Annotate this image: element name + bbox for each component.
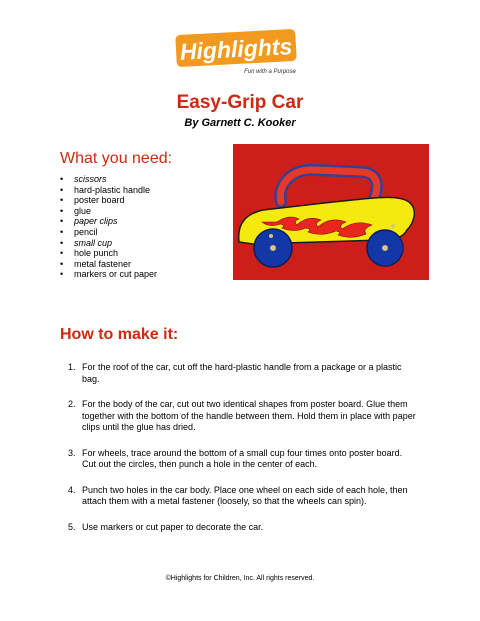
list-item: • paper clips	[60, 216, 157, 227]
step-text: For wheels, trace around the bottom of a small cup four times onto poster board. Cut out the circles, then punch a hole in the center of each.	[82, 447, 403, 469]
list-item	[68, 448, 418, 471]
list-item: • metal fastener	[60, 259, 157, 270]
step-number: 4.	[68, 484, 76, 495]
list-item: • small cup	[60, 238, 157, 249]
car-photo	[233, 144, 429, 280]
step-number: 1.	[68, 362, 76, 372]
author-byline: By Garnett C. Kooker	[184, 117, 296, 129]
page-title: Easy-Grip Car	[176, 92, 304, 113]
list-item: • poster board	[60, 195, 157, 206]
list-item: • markers or cut paper	[60, 269, 157, 280]
list-item: • scissors	[60, 174, 157, 185]
svg-text:Fun with a Purpose: Fun with a Purpose	[244, 69, 296, 75]
step-text: Punch two holes in the car body. Place one wheel on each side of each hole, then attach them with a metal fastener (loosely, so that the wheels can spin).	[82, 484, 408, 506]
list-item	[68, 522, 418, 534]
step-number: 3.	[68, 447, 76, 458]
svg-text:Highlights: Highlights	[179, 33, 293, 65]
how-to-heading: How to make it:	[60, 326, 179, 343]
step-text: For the body of the car, cut out two identical shapes from poster board. Glue them together with the bottom of the handle between them. Hold them in place with paper clips until the glue has dried.	[82, 399, 416, 432]
list-item	[68, 362, 418, 385]
what-you-need-heading: What you need:	[60, 150, 173, 167]
highlights-logo	[174, 29, 300, 77]
steps-list	[68, 362, 418, 547]
step-number: 5.	[68, 521, 76, 532]
list-item: • hard-plastic handle	[60, 185, 157, 196]
list-item: • glue	[60, 206, 157, 217]
copyright-footer: ©Highlights for Children, Inc. All rights reserved.	[165, 575, 315, 582]
supplies-list	[60, 174, 157, 280]
step-number: 2.	[68, 399, 76, 409]
list-item	[68, 399, 418, 434]
list-item: • pencil	[60, 227, 157, 238]
step-text: For the roof of the car, cut off the hard-plastic handle from a package or a plastic bag.	[82, 362, 402, 384]
step-text: Use markers or cut paper to decorate the car.	[82, 521, 264, 532]
list-item	[68, 485, 418, 508]
list-item: • hole punch	[60, 248, 157, 259]
